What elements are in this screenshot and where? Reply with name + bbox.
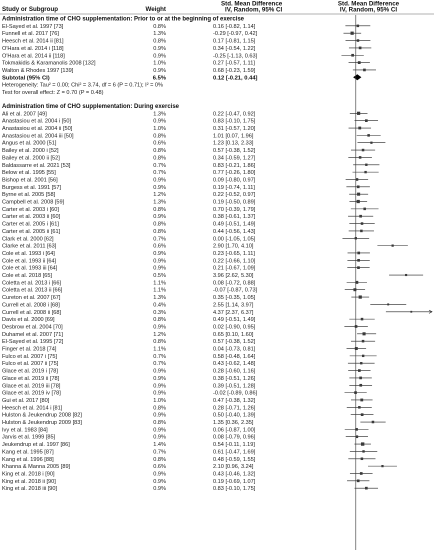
study-marker — [387, 303, 389, 305]
study-name: Anastasiou et al. 2004 iii [50] — [2, 133, 74, 140]
study-name: Ivy et al. 1983 [84] — [2, 427, 48, 434]
study-marker — [358, 127, 361, 130]
study-ci: 0.22 [-0.66, 1.10] — [213, 258, 256, 265]
study-marker — [358, 61, 361, 64]
study-name: O'Hara et al. 2014 i [118] — [2, 45, 64, 52]
study-weight: 0.8% — [153, 228, 166, 235]
study-weight: 0.9% — [153, 250, 166, 257]
study-name: Ali et al. 2007 [49] — [2, 111, 47, 118]
study-name: Cole et al. 1993 i [64] — [2, 250, 55, 257]
study-name: Coletta et al. 2013 ii [66] — [2, 287, 63, 294]
study-marker — [359, 215, 362, 218]
study-weight: 0.7% — [153, 162, 166, 169]
study-ci: 0.19 [-0.69, 1.07] — [213, 478, 256, 485]
study-weight: 0.8% — [153, 23, 166, 30]
study-marker — [360, 472, 363, 475]
study-ci: 0.44 [-0.56, 1.43] — [213, 228, 256, 235]
study-name: Tokmakidis & Karamanolis 2008 [132] — [2, 60, 96, 67]
study-ci: 4.37 [2.37, 6.37] — [213, 309, 254, 316]
study-name: Duhamel et al. 2007 [71] — [2, 331, 63, 338]
study-weight: 1.3% — [153, 295, 166, 302]
study-weight: 0.8% — [153, 206, 166, 213]
study-marker — [355, 347, 358, 350]
study-name: Davis et al. 2000 [69] — [2, 317, 55, 324]
heterogeneity-stat: Heterogeneity: Tau² = 0.00; Chi² = 3.74, df = 6 (P = 0.71); I² = 0% — [2, 82, 164, 89]
study-marker — [362, 149, 365, 152]
study-ci: 0.35 [-0.35, 1.05] — [213, 295, 256, 302]
study-name: Kang et al. 1995 [87] — [2, 449, 54, 456]
study-ci: 3.96 [2.62, 5.30] — [213, 273, 254, 280]
study-weight: 0.9% — [153, 45, 166, 52]
study-weight: 0.7% — [153, 236, 166, 243]
study-ci: 0.77 [-0.26, 1.80] — [213, 170, 256, 177]
study-ci: 0.23 [-0.65, 1.11] — [213, 250, 255, 257]
plot-header-title: Std. Mean Difference — [337, 0, 400, 8]
study-ci: 0.00 [-1.05, 1.05] — [213, 236, 256, 243]
study-name: King et al. 2018 ii [90] — [2, 478, 56, 485]
study-ci: 0.22 [-0.47, 0.92] — [213, 111, 256, 118]
study-marker — [362, 355, 364, 357]
study-ci: 0.28 [-0.71, 1.26] — [213, 405, 256, 412]
study-marker — [359, 377, 362, 380]
study-name: Glace et al. 2019 iv [78] — [2, 390, 61, 397]
study-name: Carter et al. 2003 i [60] — [2, 206, 59, 213]
study-marker — [357, 112, 360, 115]
study-ci: 0.70 [-0.39, 1.79] — [213, 206, 256, 213]
study-ci: 0.38 [-0.61, 1.37] — [213, 214, 256, 221]
study-ci: 0.83 [-0.10, 1.75] — [213, 486, 256, 493]
subgroup-title: Administration time of CHO supplementation: Prior to or at the beginning of exercise — [2, 16, 245, 23]
study-ci: 0.17 [-0.81, 1.15] — [213, 38, 256, 45]
study-name: Heesch et al. 2014 ii [81] — [2, 38, 64, 45]
study-ci: 0.49 [-0.51, 1.49] — [213, 221, 256, 228]
study-name: Bailey et al. 2000 i [52] — [2, 148, 59, 155]
study-marker — [360, 230, 363, 233]
study-marker — [365, 164, 367, 166]
study-weight: 0.9% — [153, 265, 166, 272]
study-weight: 0.9% — [153, 67, 166, 74]
study-ci: 0.58 [-0.48, 1.64] — [213, 353, 256, 360]
study-ci: 0.61 [-0.47, 1.69] — [213, 449, 256, 456]
study-weight: 0.9% — [153, 471, 166, 478]
study-weight: 1.2% — [153, 192, 166, 199]
overall-effect-test: Test for overall effect: Z = 0.70 (P = 0.48) — [2, 90, 104, 96]
study-marker — [358, 406, 361, 409]
study-name: Cole et al. 1993 ii [64] — [2, 258, 57, 265]
study-name: Carter et al. 2005 i [61] — [2, 221, 59, 228]
study-ci: 0.04 [-0.73, 0.81] — [213, 346, 256, 353]
study-marker — [357, 252, 360, 255]
study-ci: -0.25 [-1.13, 0.63] — [213, 53, 258, 60]
study-name: Cureton et al. 2007 [67] — [2, 295, 61, 302]
study-ci: 0.57 [-0.38, 1.52] — [213, 148, 256, 155]
study-weight: 0.9% — [153, 177, 166, 184]
study-weight: 0.8% — [153, 221, 166, 228]
study-marker — [359, 156, 362, 159]
study-marker — [359, 47, 362, 50]
study-name: El-Sayed et al. 1995 [72] — [2, 339, 64, 346]
study-name: O'Hara et al. 2014 ii [118] — [2, 53, 65, 60]
subgroup-title: Administration time of CHO supplementation: During exercise — [2, 103, 180, 110]
study-name: Hulston & Jeukendrup 2009 [83] — [2, 420, 82, 427]
study-ci: 0.09 [-0.80, 0.97] — [213, 177, 256, 184]
subtotal-weight: 6.5% — [152, 75, 166, 82]
study-ci: 0.02 [-0.90, 0.95] — [213, 324, 256, 331]
study-name: Funnell et al. 2017 [76] — [2, 31, 59, 38]
study-ci: 1.35 [0.36, 2.35] — [213, 420, 254, 427]
study-marker — [405, 274, 407, 276]
study-ci: 0.19 [-0.74, 1.11] — [213, 184, 255, 191]
study-weight: 0.9% — [153, 390, 166, 397]
study-ci: -0.02 [-0.89, 0.86] — [213, 390, 258, 397]
study-weight: 0.7% — [153, 353, 166, 360]
study-weight: 0.8% — [153, 405, 166, 412]
study-weight: 0.8% — [153, 155, 166, 162]
study-weight: 0.9% — [153, 478, 166, 485]
study-marker — [362, 450, 364, 452]
study-weight: 0.4% — [153, 302, 166, 309]
study-weight: 0.8% — [153, 456, 166, 463]
study-name: King et al. 2018 iii [90] — [2, 486, 58, 493]
study-ci: 1.01 [0.07, 1.96] — [213, 133, 254, 140]
study-marker — [357, 185, 360, 188]
study-weight: 0.9% — [153, 214, 166, 221]
study-name: Kang et al. 1996 [88] — [2, 456, 54, 463]
study-name: Finger et al. 2018 [74] — [2, 346, 57, 353]
study-name: Fulco et al. 2007 i [75] — [2, 353, 58, 360]
study-marker — [365, 487, 368, 490]
study-weight: 0.7% — [153, 449, 166, 456]
study-marker — [357, 200, 360, 203]
study-marker — [372, 421, 375, 424]
study-ci: 0.68 [-0.23, 1.59] — [213, 67, 256, 74]
study-marker — [359, 384, 362, 387]
study-marker — [351, 54, 354, 57]
study-weight: 0.9% — [153, 368, 166, 375]
study-marker — [367, 134, 370, 137]
study-weight: 0.8% — [153, 317, 166, 324]
study-ci: 0.54 [-0.11, 1.19] — [213, 442, 255, 449]
study-name: Burgess et al. 1991 [57] — [2, 184, 62, 191]
study-name: Cole et al. 1993 iii [64] — [2, 265, 58, 272]
study-name: Carter et al. 2005 ii [61] — [2, 228, 61, 235]
study-name: Jarvis et al. 1999 [85] — [2, 434, 56, 441]
study-ci: 2.10 [0.96, 3.24] — [213, 464, 254, 471]
study-name: Anastasiou et al. 2004 ii [50] — [2, 126, 73, 133]
study-weight: 0.9% — [153, 118, 166, 125]
study-ci: 0.19 [-0.50, 0.89] — [213, 199, 256, 206]
study-marker — [370, 142, 372, 144]
study-name: Walton & Rhodes 1997 [139] — [2, 67, 74, 74]
study-marker — [359, 295, 362, 298]
study-weight: 0.3% — [153, 309, 166, 316]
study-name: Byrne et al. 2005 [58] — [2, 192, 56, 199]
study-name: Coletta et al. 2013 i [66] — [2, 280, 62, 287]
study-ci: 2.55 [1.14, 3.97] — [213, 302, 254, 309]
study-marker — [358, 369, 361, 372]
study-weight: 0.6% — [153, 140, 166, 147]
study-weight: 0.9% — [153, 184, 166, 191]
study-name: Campbell et al. 2008 [59] — [2, 199, 65, 206]
study-marker — [357, 25, 360, 28]
study-name: Clarke et al. 2011 [63] — [2, 243, 57, 250]
study-ci: 0.48 [-0.59, 1.55] — [213, 456, 256, 463]
study-weight: 0.7% — [153, 361, 166, 368]
study-ci: 0.08 [-0.79, 0.96] — [213, 434, 256, 441]
subtotal-ci: 0.12 [-0.21, 0.44] — [213, 75, 258, 82]
study-marker — [357, 259, 360, 262]
study-name: Clark et al. 2000 [62] — [2, 236, 54, 243]
study-marker — [392, 244, 394, 246]
study-ci: 0.22 [-0.52, 0.97] — [213, 192, 256, 199]
study-name: Glace et al. 2019 ii [78] — [2, 375, 60, 382]
study-marker — [361, 442, 364, 445]
study-weight: 0.6% — [153, 464, 166, 471]
study-ci: 0.83 [-0.21, 1.86] — [213, 162, 256, 169]
study-name: Below et al. 1995 [55] — [2, 170, 56, 177]
study-ci: 0.31 [-0.57, 1.20] — [213, 126, 256, 133]
study-weight: 0.6% — [153, 243, 166, 250]
study-weight: 0.9% — [153, 53, 166, 60]
study-ci: 0.06 [-0.87, 1.00] — [213, 427, 256, 434]
study-ci: 2.90 [1.70, 4.10] — [213, 243, 254, 250]
study-weight: 0.8% — [153, 420, 166, 427]
study-marker — [363, 208, 366, 211]
study-marker — [360, 362, 362, 364]
study-name: Jeukendrup et al. 1997 [86] — [2, 442, 70, 449]
study-ci: 0.28 [-0.60, 1.16] — [213, 368, 256, 375]
study-ci: 0.08 [-0.72, 0.88] — [213, 280, 256, 287]
study-marker — [364, 171, 366, 173]
study-weight: 1.0% — [153, 60, 166, 67]
study-weight: 0.7% — [153, 170, 166, 177]
study-name: Currell et al. 2008 i [68] — [2, 302, 60, 309]
study-name: Glace et al. 2019 iii [78] — [2, 383, 61, 390]
study-weight: 0.8% — [153, 133, 166, 140]
study-name: Gui et al. 2017 [80] — [2, 397, 50, 404]
study-weight: 0.9% — [153, 375, 166, 382]
study-weight: 0.9% — [153, 324, 166, 331]
study-ci: 0.65 [0.10, 1.60] — [213, 331, 254, 338]
study-marker — [361, 458, 364, 461]
study-ci: 0.38 [-0.51, 1.26] — [213, 375, 256, 382]
study-weight: 0.9% — [153, 258, 166, 265]
study-weight: 0.9% — [153, 486, 166, 493]
study-ci: 0.16 [-0.82, 1.14] — [213, 23, 256, 30]
study-ci: 0.34 [-0.54, 1.22] — [213, 45, 256, 52]
study-weight: 1.3% — [153, 199, 166, 206]
study-ci: 0.57 [-0.38, 1.52] — [213, 339, 256, 346]
study-weight: 0.9% — [153, 412, 166, 419]
study-name: Bishop et al. 2001 [56] — [2, 177, 58, 184]
study-name: Currell et al. 2008 ii [68] — [2, 309, 62, 316]
study-weight: 1.3% — [153, 111, 166, 118]
study-weight: 1.1% — [153, 287, 166, 294]
study-ci: 0.49 [-0.51, 1.49] — [213, 317, 256, 324]
column-header-smd-method: IV, Random, 95% CI — [225, 6, 283, 14]
study-weight: 1.3% — [153, 31, 166, 38]
subtotal-diamond — [353, 74, 361, 80]
study-marker — [363, 69, 366, 72]
study-name: Baldassarre et al. 2021 [53] — [2, 162, 71, 169]
study-weight: 0.8% — [153, 148, 166, 155]
study-marker — [361, 413, 364, 416]
study-ci: 0.39 [-0.51, 1.28] — [213, 383, 256, 390]
study-ci: 1.23 [0.13, 2.33] — [213, 140, 254, 147]
study-name: Carter et al. 2003 ii [60] — [2, 214, 61, 221]
study-ci: 0.47 [-0.38, 1.32] — [213, 397, 256, 404]
study-marker — [360, 399, 363, 402]
subtotal-label: Subtotal (95% CI) — [2, 75, 50, 82]
study-name: Fulco et al. 2007 ii [75] — [2, 361, 59, 368]
study-marker — [410, 311, 412, 313]
column-header-smd: Std. Mean Difference — [221, 0, 283, 8]
study-name: Angus et al. 2000 [51] — [2, 140, 57, 147]
study-ci: -0.07 [-0.87, 0.73] — [213, 287, 258, 294]
study-weight: 0.9% — [153, 427, 166, 434]
study-name: Khanna & Manna 2005 [89] — [2, 464, 71, 471]
study-weight: 0.5% — [153, 273, 166, 280]
study-marker — [357, 39, 360, 42]
study-ci: 0.50 [-0.40, 1.39] — [213, 412, 256, 419]
study-marker — [357, 479, 360, 482]
column-header-study: Study or Subgroup — [2, 6, 59, 13]
study-marker — [361, 318, 364, 321]
study-name: Glace et al. 2019 i [78] — [2, 368, 58, 375]
study-marker — [365, 119, 368, 122]
study-ci: 0.21 [-0.67, 1.09] — [213, 265, 256, 272]
study-weight: 1.1% — [153, 346, 166, 353]
study-weight: 1.2% — [153, 331, 166, 338]
study-name: Bailey et al. 2000 ii [52] — [2, 155, 60, 162]
study-weight: 1.4% — [153, 442, 166, 449]
study-marker — [357, 193, 360, 196]
study-ci: 0.27 [-0.57, 1.11] — [213, 60, 255, 67]
study-marker — [362, 340, 365, 343]
plot-header-method: IV, Random, 95% CI — [339, 6, 398, 14]
study-marker — [351, 32, 354, 35]
study-name: Cole et al. 2018 [65] — [2, 273, 53, 280]
study-ci: -0.29 [-0.97, 0.42] — [213, 31, 258, 38]
study-name: Desbrow et al. 2004 [70] — [2, 324, 63, 331]
study-weight: 0.9% — [153, 434, 166, 441]
study-ci: 0.83 [-0.10, 1.75] — [213, 118, 256, 125]
study-weight: 1.0% — [153, 397, 166, 404]
study-marker — [361, 222, 364, 225]
study-marker — [363, 332, 366, 335]
study-name: Anastasiou et al. 2004 i [50] — [2, 118, 72, 125]
study-ci: 0.43 [-0.62, 1.48] — [213, 361, 256, 368]
study-weight: 1.1% — [153, 280, 166, 287]
study-marker — [357, 266, 360, 269]
study-name: Hulston & Jeukendrup 2008 [82] — [2, 412, 82, 419]
study-weight: 0.8% — [153, 339, 166, 346]
study-weight: 0.8% — [153, 38, 166, 45]
study-weight: 0.9% — [153, 383, 166, 390]
study-ci: 0.34 [-0.59, 1.27] — [213, 155, 256, 162]
column-header-weight: Weight — [145, 6, 166, 13]
study-marker — [381, 465, 383, 467]
study-weight: 1.0% — [153, 126, 166, 133]
study-name: King et al. 2018 i [90] — [2, 471, 55, 478]
study-ci: 0.43 [-0.46, 1.32] — [213, 471, 256, 478]
study-name: El-Sayed et al. 1997 [73] — [2, 23, 64, 30]
study-name: Heesch et al. 2014 i [81] — [2, 405, 63, 412]
